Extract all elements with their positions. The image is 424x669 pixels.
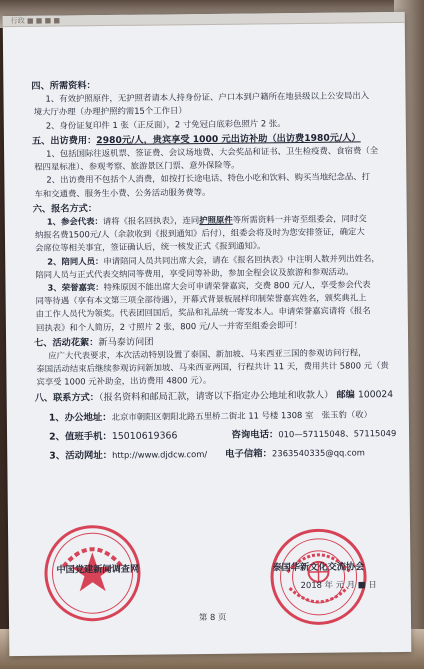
email-label: 电子信箱： — [225, 448, 273, 460]
section5-item1-line2: 程四星标准）、参观考察、旅游景区门票、意外保险等。 — [34, 159, 240, 173]
web-row — [35, 443, 385, 466]
section6-p3-text: 特殊原因不能出席大会可申请荣誉嘉宾，交费 800 元/人，享受参会代表 — [103, 279, 371, 293]
section6-p1-line2: 纳报名费1500元/人（余款收到《报到通知》后付），组委会将及时为您安排签证，确定大 — [34, 226, 365, 241]
stamp-right-icon — [270, 528, 367, 625]
document-page — [3, 12, 412, 656]
section7-title-label: 七、活动花絮： — [34, 336, 99, 349]
web-link[interactable]: http://www.djdcw.com/ — [111, 448, 208, 460]
section6-p1-text-a: 请将《报名回执表》，连同 — [102, 215, 200, 227]
tel-value: 010—57115048、57115049 — [278, 427, 397, 440]
section6-p3-line2: 同等待遇（享有本文第三项全部待遇），开幕式背景板展样印制荣誉嘉宾姓名，颁奖典礼上 — [35, 292, 367, 307]
web-label: 3、活动网址： — [49, 449, 113, 462]
signature-left: 中国党建新闻调查网 — [56, 563, 140, 576]
section8-title-text: （报名资料和邮局汇款，请寄以下指定办公地址和收款人） — [98, 389, 334, 403]
section7-line2: 泰国活动结束后继续参观访问新加坡、马来西亚两国，行程共计 11 天，费用共计 5800 元（贵 — [36, 360, 389, 375]
page-number: 第 8 页 — [198, 611, 227, 623]
section6-p2-line2: 陪同人员与正式代表交纳同等费用，享受同等补助，参加全程会议及旅游和参观活动。 — [35, 266, 354, 280]
email-link[interactable]: 2363540335@qq.com — [271, 447, 365, 459]
address-label: 1、办公地址： — [48, 411, 112, 424]
section6-p1-line3: 会席位等相关事宜，签证确认后，统一核发正式《报到通知》。 — [35, 240, 266, 254]
section6-title: 六、报名方式： — [32, 202, 98, 215]
signature-date: 2018 年 元 月 ■ 日 — [300, 579, 377, 591]
section4-item1-line2: 境大厅办理（办理护照约需15个工作日） — [33, 105, 187, 118]
section6-p3-line3: 由工作人员代为领奖。代表团回国后，奖品和礼品统一寄发本人。申请荣誉嘉宾请将《报名 — [35, 305, 371, 320]
section7-title-text: 新马泰访问团 — [98, 336, 154, 348]
section7-line3: 宾享受 1000 元补助金，出访费用 4800 元）。 — [36, 375, 212, 388]
phone-value: 15010619366 — [111, 430, 178, 442]
phone-label: 2、值班手机： — [49, 430, 112, 443]
section6-p1-text-c: 等所需资料一并寄至组委会，同时交 — [232, 213, 367, 225]
section5-item2-line1: 2、出访费用不包括个人消费，如按打长途电话、特色小吃和饮料、购买当地纪念品、打 — [46, 171, 370, 186]
section5-title-prefix: 五、出访费用： — [31, 134, 97, 147]
section6-p2-text: 申请陪同人员共同出席大会，请在《报名回执表》中注明人数并列出姓名， — [103, 252, 380, 266]
section4-title: 四、所需资料： — [31, 80, 96, 92]
document-body — [31, 74, 397, 466]
postcode: 100024 — [357, 388, 394, 401]
section6-p1-text-b: 护照原件 — [199, 214, 233, 226]
section5-item1-line1: 1、包括国际往返机票、签证费、会议场地费、大会奖品和证书、卫生检疫费、食宿费（全 — [46, 145, 379, 159]
section6-p3-line4: 回执表》和个人简历，2 寸照片 2 张，800 元/人一并寄至组委会即可！ — [35, 319, 303, 333]
signature-right: 泰国华新文化交流协会 — [272, 561, 365, 574]
section6-p1-label: 1、参会代表： — [46, 216, 103, 227]
section6-p2-label: 2、陪同人员： — [47, 255, 104, 267]
section8-title-label: 八、联系方式： — [34, 391, 100, 404]
postcode-label: 邮编 — [336, 389, 355, 401]
tel-label: 咨询电话： — [231, 429, 279, 441]
section5-fee: 2980元/人，贵宾享受 1000 元出访补助（出访费1980元/人） — [96, 132, 361, 146]
section7-line1: 应广大代表要求，本次活动特别设置了泰国、新加坡、马来西亚三国的参观访问行程， — [48, 347, 367, 361]
section6-p3-label: 3、荣誉嘉宾： — [47, 282, 104, 293]
section4-item2: 2、身份证复印件 1 张（正反面），2 寸免冠白底彩色照片 2 张。 — [45, 117, 286, 131]
strip-text: 行政 ■ ■ ■ ■ — [10, 16, 61, 26]
section4-item1-line1: 1、有效护照原件，无护照者请本人持身份证、户口本到户籍所在地县级以上公安局出入 — [45, 90, 370, 104]
address-value: 北京市朝阳区朝阳北路五里桥二街北 11 号楼 1308 室 张玉豹（收） — [111, 409, 373, 422]
section5-item2-line2: 车和交通费、服务生小费、公务活动服务费等。 — [34, 186, 211, 199]
